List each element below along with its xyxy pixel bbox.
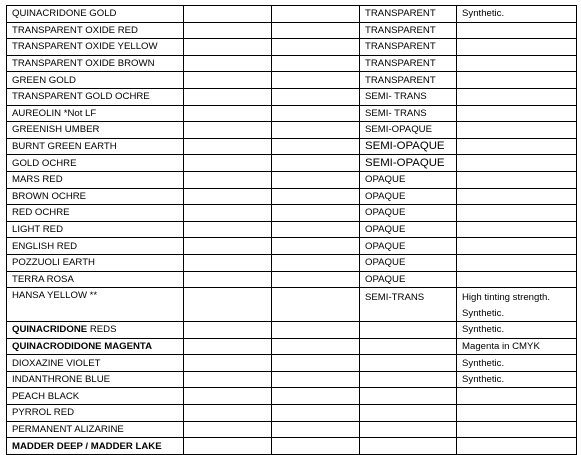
opacity-cell: OPAQUE [360, 171, 457, 188]
table-row [7, 72, 577, 89]
table-cell [184, 254, 272, 271]
table-cell [184, 322, 272, 339]
table-cell [184, 405, 272, 422]
table-cell [272, 72, 360, 89]
pigment-name: GREEN GOLD [7, 72, 184, 89]
pigment-name: MARS RED [7, 171, 184, 188]
opacity-cell [360, 371, 457, 388]
name-rest: REDS [87, 324, 117, 336]
table-row [7, 22, 577, 39]
table-row [7, 55, 577, 72]
notes-cell [457, 438, 577, 455]
table-row [7, 205, 577, 222]
table-cell [272, 388, 360, 405]
table-cell [184, 22, 272, 39]
table-cell [184, 388, 272, 405]
table-cell [184, 39, 272, 56]
opacity-cell: OPAQUE [360, 188, 457, 205]
opacity-cell: TRANSPARENT [360, 55, 457, 72]
pigment-name [7, 322, 184, 339]
opacity-cell [360, 338, 457, 355]
opacity-cell: TRANSPARENT [360, 22, 457, 39]
notes-cell [457, 254, 577, 271]
pigment-name: HANSA YELLOW ** [7, 288, 184, 322]
notes-cell: Magenta in CMYK [457, 338, 577, 355]
notes-cell [457, 421, 577, 438]
table-cell [272, 188, 360, 205]
table-cell [272, 221, 360, 238]
opacity-cell: SEMI- TRANS [360, 105, 457, 122]
notes-cell [457, 238, 577, 255]
table-cell [272, 421, 360, 438]
name-bold-part: QUINACRIDONE [12, 324, 88, 336]
pigment-name: POZZUOLI EARTH [7, 254, 184, 271]
pigment-table [6, 5, 577, 455]
table-row [7, 238, 577, 255]
table-row [7, 39, 577, 56]
table-cell [272, 155, 360, 172]
table-row [7, 155, 577, 172]
table-cell [184, 338, 272, 355]
notes-cell: Synthetic. [457, 355, 577, 372]
opacity-cell: SEMI-OPAQUE [360, 122, 457, 139]
table-cell [272, 22, 360, 39]
opacity-cell: SEMI-OPAQUE [360, 138, 457, 155]
table-cell [272, 338, 360, 355]
table-row [7, 6, 577, 23]
notes-cell: High tinting strength. Synthetic. [457, 288, 577, 322]
opacity-cell [360, 405, 457, 422]
table-row [7, 288, 577, 322]
pigment-name: PERMANENT ALIZARINE [7, 421, 184, 438]
opacity-cell: OPAQUE [360, 205, 457, 222]
table-cell [184, 355, 272, 372]
table-row [7, 388, 577, 405]
table-cell [184, 371, 272, 388]
notes-cell [457, 188, 577, 205]
table-cell [184, 271, 272, 288]
table-row [7, 138, 577, 155]
pigment-name: TRANSPARENT OXIDE BROWN [7, 55, 184, 72]
table-cell [272, 288, 360, 322]
table-cell [184, 55, 272, 72]
pigment-name: PEACH BLACK [7, 388, 184, 405]
table-cell [272, 105, 360, 122]
table-cell [184, 88, 272, 105]
table-cell [272, 171, 360, 188]
pigment-name: AUREOLIN *Not LF [7, 105, 184, 122]
table-row [7, 338, 577, 355]
notes-cell [457, 271, 577, 288]
table-cell [272, 355, 360, 372]
notes-cell: Synthetic. [457, 322, 577, 339]
notes-cell [457, 155, 577, 172]
table-row [7, 405, 577, 422]
table-row [7, 355, 577, 372]
opacity-cell [360, 438, 457, 455]
table-cell [184, 205, 272, 222]
table-cell [184, 122, 272, 139]
opacity-cell: TRANSPARENT [360, 39, 457, 56]
table-row [7, 371, 577, 388]
opacity-cell: OPAQUE [360, 221, 457, 238]
table-cell [184, 188, 272, 205]
notes-cell [457, 55, 577, 72]
notes-cell [457, 171, 577, 188]
table-cell [272, 88, 360, 105]
table-cell [184, 6, 272, 23]
pigment-name: TRANSPARENT OXIDE RED [7, 22, 184, 39]
table-row [7, 122, 577, 139]
table-cell [272, 39, 360, 56]
notes-cell [457, 138, 577, 155]
opacity-cell: OPAQUE [360, 238, 457, 255]
pigment-name: LIGHT RED [7, 221, 184, 238]
pigment-name: BROWN OCHRE [7, 188, 184, 205]
notes-cell: Synthetic. [457, 6, 577, 23]
table-row [7, 438, 577, 455]
pigment-name: QUINACRODIDONE MAGENTA [7, 338, 184, 355]
table-cell [272, 371, 360, 388]
opacity-cell [360, 388, 457, 405]
pigment-name: MADDER DEEP / MADDER LAKE [7, 438, 184, 455]
table-cell [184, 105, 272, 122]
opacity-cell: SEMI-OPAQUE [360, 155, 457, 172]
table-row [7, 221, 577, 238]
table-cell [272, 55, 360, 72]
opacity-cell [360, 421, 457, 438]
table-row [7, 421, 577, 438]
notes-cell [457, 221, 577, 238]
table-row [7, 188, 577, 205]
table-cell [272, 138, 360, 155]
pigment-name: TERRA ROSA [7, 271, 184, 288]
table-cell [272, 6, 360, 23]
table-cell [184, 72, 272, 89]
opacity-cell: OPAQUE [360, 254, 457, 271]
opacity-cell: TRANSPARENT [360, 6, 457, 23]
pigment-name: GREENISH UMBER [7, 122, 184, 139]
notes-cell [457, 22, 577, 39]
pigment-name: GOLD OCHRE [7, 155, 184, 172]
pigment-name: BURNT GREEN EARTH [7, 138, 184, 155]
pigment-name: TRANSPARENT GOLD OCHRE [7, 88, 184, 105]
table-row [7, 171, 577, 188]
table-cell [272, 405, 360, 422]
opacity-cell: OPAQUE [360, 271, 457, 288]
notes-cell: Synthetic. [457, 371, 577, 388]
pigment-name: INDANTHRONE BLUE [7, 371, 184, 388]
notes-cell [457, 122, 577, 139]
opacity-cell: TRANSPARENT [360, 72, 457, 89]
notes-cell [457, 205, 577, 222]
opacity-cell: SEMI- TRANS [360, 88, 457, 105]
table-cell [272, 238, 360, 255]
table-cell [272, 438, 360, 455]
notes-cell [457, 88, 577, 105]
table-row [7, 271, 577, 288]
notes-cell [457, 105, 577, 122]
table-row [7, 88, 577, 105]
pigment-name: PYRROL RED [7, 405, 184, 422]
opacity-cell [360, 355, 457, 372]
table-cell [184, 155, 272, 172]
pigment-name: ENGLISH RED [7, 238, 184, 255]
table-cell [184, 421, 272, 438]
table-cell [272, 271, 360, 288]
table-cell [272, 322, 360, 339]
table-cell [184, 238, 272, 255]
pigment-name: DIOXAZINE VIOLET [7, 355, 184, 372]
table-row [7, 254, 577, 271]
opacity-cell: SEMI-TRANS [360, 288, 457, 322]
pigment-name: TRANSPARENT OXIDE YELLOW [7, 39, 184, 56]
table-cell [184, 438, 272, 455]
table-row [7, 105, 577, 122]
notes-cell [457, 72, 577, 89]
table-cell [272, 122, 360, 139]
table-cell [272, 205, 360, 222]
table-row [7, 322, 577, 339]
table-cell [184, 221, 272, 238]
table-cell [184, 171, 272, 188]
notes-cell [457, 405, 577, 422]
table-cell [184, 288, 272, 322]
table-cell [184, 138, 272, 155]
notes-cell [457, 388, 577, 405]
pigment-name: QUINACRIDONE GOLD [7, 6, 184, 23]
table-cell [272, 254, 360, 271]
pigment-name: RED OCHRE [7, 205, 184, 222]
opacity-cell [360, 322, 457, 339]
notes-cell [457, 39, 577, 56]
